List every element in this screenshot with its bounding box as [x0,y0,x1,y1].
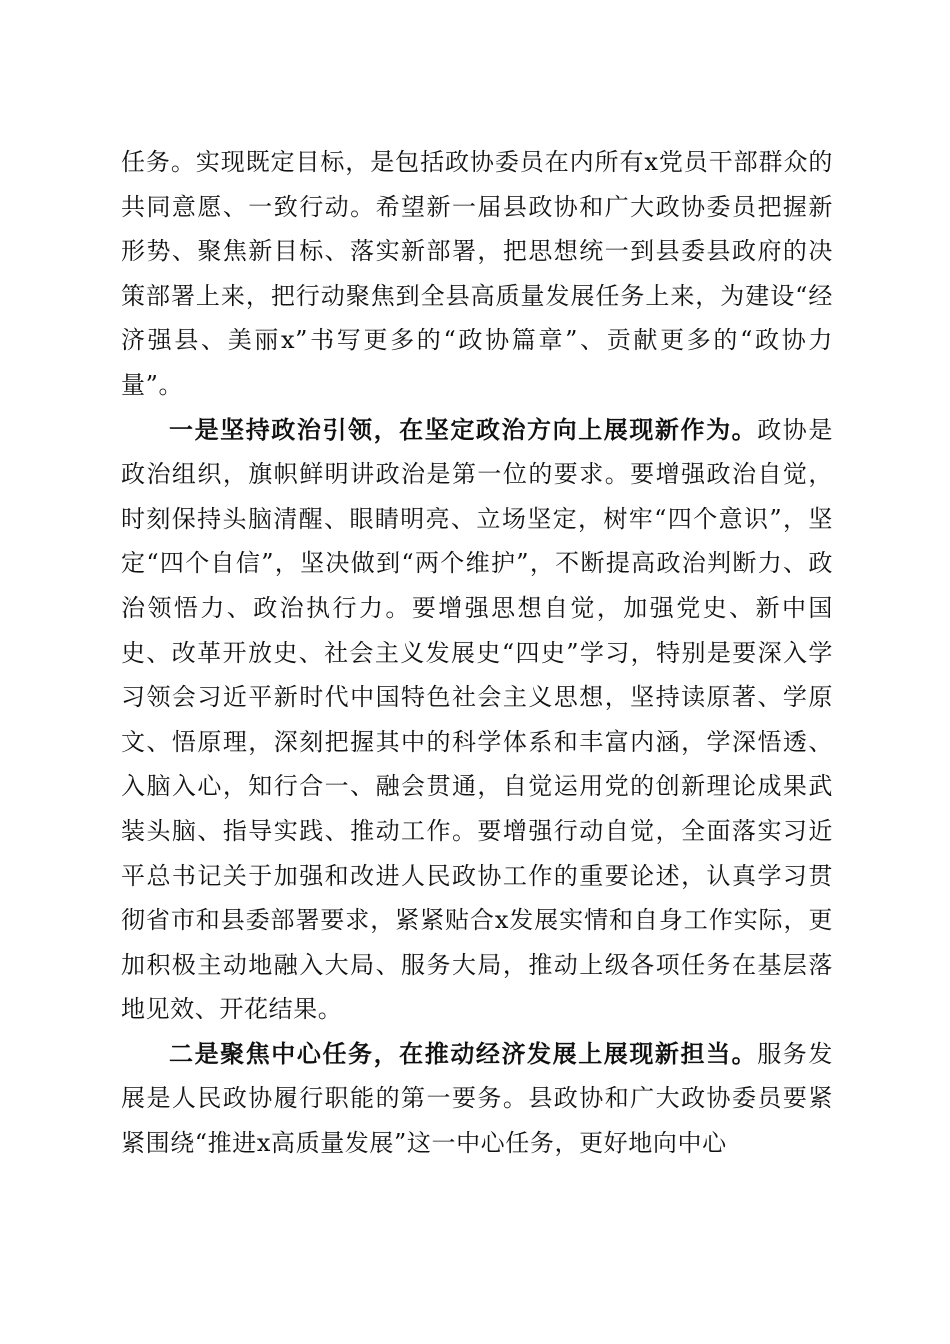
paragraph-text: 服务发展是人民政协履行职能的第一要务。县政协和广大政协委员要紧紧围绕“推进x高质量发展”这一中心任务，更好地向中心 [121,1039,833,1158]
paragraph-text: 政协是政治组织，旗帜鲜明讲政治是第一位的要求。要增强政治自觉，时刻保持头脑清醒、眼睛明亮、立场坚定，树牢“四个意识”，坚定“四个自信”，坚决做到“两个维护”，不断提高政治判断力、政治领悟力、政治执行力。要增强思想自觉，加强党史、新中国史、改革开放史、社会主义发展史“四史”学习，特别是要深入学习领会习近平新时代中国特色社会主义思想，坚持读原著、学原文、悟原理，深刻把握其中的科学体系和丰富内涵，学深悟透、入脑入心，知行合一、融会贯通，自觉运用党的创新理论成果武装头脑、指导实践、推动工作。要增强行动自觉，全面落实习近平总书记关于加强和改进人民政协工作的重要论述，认真学习贯彻省市和县委部署要求，紧紧贴合x发展实情和自身工作实际，更加积极主动地融入大局、服务大局，推动上级各项任务在基层落地见效、开花结果。 [121,415,833,1024]
paragraph-text: 任务。实现既定目标，是包括政协委员在内所有x党员干部群众的共同意愿、一致行动。希望新一届县政协和广大政协委员把握新形势、聚焦新目标、落实新部署，把思想统一到县委县政府的决策部署上来，把行动聚焦到全县高质量发展任务上来，为建设“经济强县、美丽x”书写更多的“政协篇章”、贡献更多的“政协力量”。 [121,148,833,399]
document-body [121,140,833,1166]
paragraph-political-guidance [121,408,833,1032]
paragraph-central-task [121,1032,833,1166]
paragraph-lead: 二是聚焦中心任务，在推动经济发展上展现新担当。 [169,1038,758,1068]
paragraph-lead: 一是坚持政治引领，在坚定政治方向上展现新作为。 [169,414,758,444]
paragraph-continuation [121,140,833,408]
